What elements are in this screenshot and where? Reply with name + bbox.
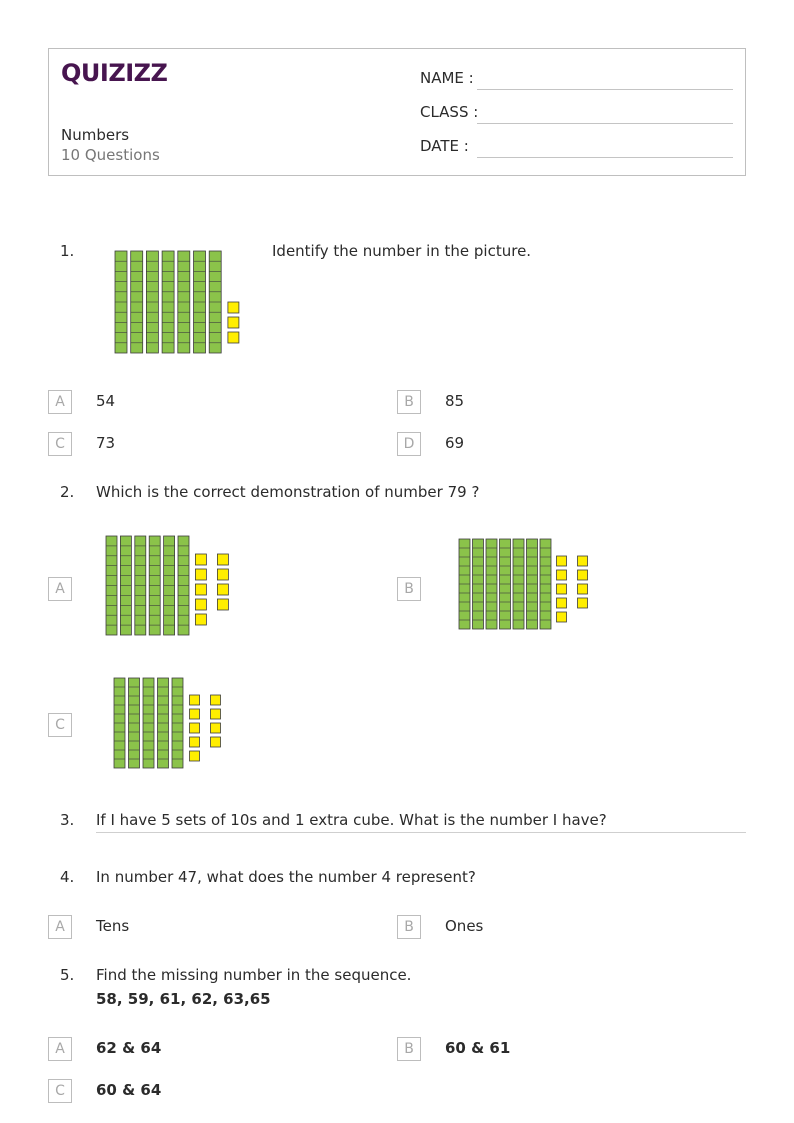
- question-4-text: In number 47, what does the number 4 represent?: [96, 868, 476, 886]
- q2-option-a-box[interactable]: A: [48, 577, 72, 601]
- unit-cube: [578, 598, 588, 608]
- unit-cube: [578, 556, 588, 566]
- question-3-text: If I have 5 sets of 10s and 1 extra cube. What is the number I have?: [96, 811, 607, 829]
- q1-option-a-box[interactable]: A: [48, 390, 72, 414]
- unit-cube: [557, 570, 567, 580]
- date-field[interactable]: [477, 157, 733, 158]
- question-3-number: 3.: [60, 811, 75, 829]
- unit-cube: [217, 599, 228, 610]
- unit-cube: [578, 570, 588, 580]
- ten-rod: [513, 539, 524, 629]
- q5-option-c-text: 60 & 64: [96, 1081, 162, 1099]
- unit-cube: [195, 614, 206, 625]
- ten-rod: [149, 536, 160, 635]
- worksheet-title: Numbers: [61, 126, 130, 144]
- quizizz-logo: QUIZIZZ: [61, 59, 168, 87]
- unit-cube: [190, 737, 200, 747]
- q5-option-a-box[interactable]: A: [48, 1037, 72, 1061]
- ten-rod: [120, 536, 131, 635]
- question-1-text: Identify the number in the picture.: [272, 242, 532, 260]
- ten-rod: [129, 678, 140, 768]
- unit-cube: [211, 723, 221, 733]
- ten-rod: [209, 251, 221, 353]
- unit-cube: [211, 695, 221, 705]
- question-5-text: Find the missing number in the sequence.: [96, 966, 412, 984]
- ten-rod: [115, 251, 127, 353]
- unit-cube: [211, 709, 221, 719]
- q1-option-c-text: 73: [96, 434, 116, 452]
- unit-cube: [195, 569, 206, 580]
- q4-option-a-box[interactable]: A: [48, 915, 72, 939]
- ten-rod: [459, 539, 470, 629]
- q5-option-b-text: 60 & 61: [445, 1039, 511, 1057]
- unit-cube: [217, 584, 228, 595]
- q5-option-c-box[interactable]: C: [48, 1079, 72, 1103]
- q1-option-c-box[interactable]: C: [48, 432, 72, 456]
- question-2-number: 2.: [60, 483, 75, 501]
- q1-option-a-text: 54: [96, 392, 116, 410]
- worksheet-header: [48, 48, 746, 176]
- q2-option-c-picture: [113, 677, 231, 769]
- ten-rod: [135, 536, 146, 635]
- q2-option-b-picture: [458, 538, 594, 630]
- unit-cube: [217, 554, 228, 565]
- unit-cube: [557, 598, 567, 608]
- q4-option-a-text: Tens: [96, 917, 130, 935]
- ten-rod: [143, 678, 154, 768]
- ten-rod: [527, 539, 538, 629]
- unit-cube: [557, 556, 567, 566]
- unit-cube: [190, 723, 200, 733]
- question-count: 10 Questions: [61, 146, 160, 164]
- question-1-number: 1.: [60, 242, 75, 260]
- q1-option-b-box[interactable]: B: [397, 390, 421, 414]
- unit-cube: [217, 569, 228, 580]
- ten-rod: [178, 251, 190, 353]
- unit-cube: [228, 302, 239, 313]
- q1-option-d-box[interactable]: D: [397, 432, 421, 456]
- ten-rod: [500, 539, 511, 629]
- ten-rod: [146, 251, 158, 353]
- q5-option-a-text: 62 & 64: [96, 1039, 162, 1057]
- ten-rod: [162, 251, 174, 353]
- ten-rod: [178, 536, 189, 635]
- question-3-answer-line[interactable]: [96, 832, 746, 833]
- unit-cube: [190, 695, 200, 705]
- unit-cube: [190, 709, 200, 719]
- class-field[interactable]: [477, 123, 733, 124]
- unit-cube: [195, 584, 206, 595]
- q1-option-b-text: 85: [445, 392, 465, 410]
- unit-cube: [190, 751, 200, 761]
- q4-option-b-box[interactable]: B: [397, 915, 421, 939]
- name-label: NAME :: [420, 69, 474, 87]
- ten-rod: [473, 539, 484, 629]
- ten-rod: [114, 678, 125, 768]
- unit-cube: [195, 554, 206, 565]
- unit-cube: [557, 584, 567, 594]
- q2-option-a-picture: [105, 535, 237, 636]
- question-4-number: 4.: [60, 868, 75, 886]
- unit-cube: [228, 317, 239, 328]
- q4-option-b-text: Ones: [445, 917, 484, 935]
- ten-rod: [106, 536, 117, 635]
- date-label: DATE :: [420, 137, 469, 155]
- question-1-base-ten-picture: [114, 250, 246, 354]
- q1-option-d-text: 69: [445, 434, 465, 452]
- unit-cube: [578, 584, 588, 594]
- ten-rod: [540, 539, 551, 629]
- ten-rod: [158, 678, 169, 768]
- name-field[interactable]: [477, 89, 733, 90]
- ten-rod: [486, 539, 497, 629]
- ten-rod: [172, 678, 183, 768]
- question-5-sequence: 58, 59, 61, 62, 63,65: [96, 990, 271, 1008]
- ten-rod: [164, 536, 175, 635]
- unit-cube: [211, 737, 221, 747]
- unit-cube: [557, 612, 567, 622]
- q2-option-c-box[interactable]: C: [48, 713, 72, 737]
- ten-rod: [194, 251, 206, 353]
- ten-rod: [131, 251, 143, 353]
- q5-option-b-box[interactable]: B: [397, 1037, 421, 1061]
- q2-option-b-box[interactable]: B: [397, 577, 421, 601]
- question-2-text: Which is the correct demonstration of number 79 ?: [96, 483, 480, 501]
- question-5-number: 5.: [60, 966, 75, 984]
- unit-cube: [228, 332, 239, 343]
- unit-cube: [195, 599, 206, 610]
- class-label: CLASS :: [420, 103, 479, 121]
